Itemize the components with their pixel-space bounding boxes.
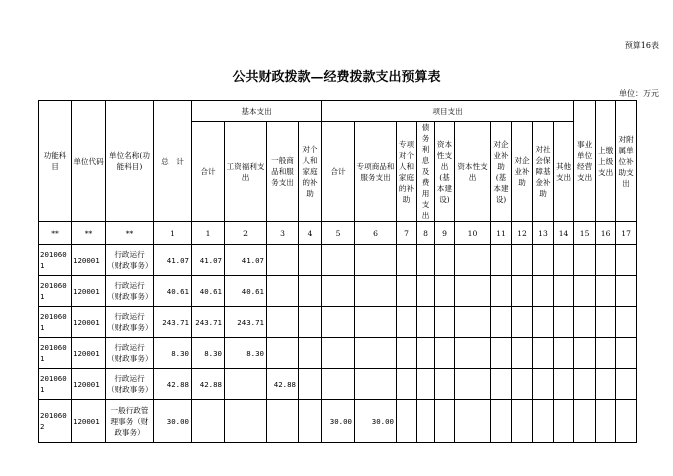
header-individual-subsidy: 对个人和家庭的补助 [299, 122, 322, 222]
empty-cell [455, 276, 491, 307]
basic-total-cell: 41.07 [192, 245, 225, 276]
empty-cell [616, 400, 637, 443]
empty-cell [574, 400, 596, 443]
total-cell: 8.30 [154, 338, 192, 369]
header-total: 总 计 [154, 101, 192, 222]
function-code-cell: 2010601 [39, 276, 72, 307]
empty-cell [512, 400, 533, 443]
empty-cell [554, 245, 574, 276]
empty-cell [299, 276, 322, 307]
wages-cell: 41.07 [225, 245, 267, 276]
empty-cell [533, 307, 554, 338]
basic-total-cell: 8.30 [192, 338, 225, 369]
goods-services-cell [267, 307, 299, 338]
empty-cell [491, 400, 512, 443]
empty-cell [616, 307, 637, 338]
table-row [39, 276, 637, 307]
empty-cell [533, 338, 554, 369]
goods-services-cell [267, 400, 299, 443]
empty-cell [299, 245, 322, 276]
empty-cell [554, 338, 574, 369]
index-cell: 2 [225, 222, 267, 245]
wages-cell: 8.30 [225, 338, 267, 369]
empty-cell [397, 338, 417, 369]
header-wages: 工资福利支出 [225, 122, 267, 222]
function-code-cell: 2010601 [39, 245, 72, 276]
unit-code-cell: 120001 [72, 400, 106, 443]
empty-cell [417, 369, 435, 400]
project-total-cell [322, 276, 355, 307]
goods-services-cell: 42.88 [267, 369, 299, 400]
header-debt-interest: 债务利息及费用支出 [417, 122, 435, 222]
empty-cell [533, 400, 554, 443]
unit-name-cell: 行政运行（财政事务） [106, 245, 154, 276]
header-social-security: 对社会保障基金补助 [533, 122, 554, 222]
empty-cell [397, 400, 417, 443]
header-proj-individual: 专项对个人和家庭的补助 [397, 122, 417, 222]
index-cell: 4 [299, 222, 322, 245]
header-proj-goods: 专项商品和服务支出 [355, 122, 397, 222]
form-number: 预算16表 [624, 41, 659, 50]
empty-cell [417, 338, 435, 369]
empty-cell [455, 307, 491, 338]
index-cell: 8 [417, 222, 435, 245]
index-cell: 17 [616, 222, 637, 245]
empty-cell [435, 276, 455, 307]
empty-cell [397, 276, 417, 307]
empty-cell [554, 307, 574, 338]
total-cell: 41.07 [154, 245, 192, 276]
header-enterprise-infra: 对企业补助(基本建设) [491, 122, 512, 222]
empty-cell [491, 245, 512, 276]
empty-cell [554, 369, 574, 400]
table-row [39, 245, 637, 276]
total-cell: 40.61 [154, 276, 192, 307]
empty-cell [491, 369, 512, 400]
index-cell: 9 [435, 222, 455, 245]
empty-cell [435, 307, 455, 338]
empty-cell [512, 338, 533, 369]
unit-code-cell: 120001 [72, 369, 106, 400]
proj-goods-cell [355, 245, 397, 276]
unit-code-cell: 120001 [72, 338, 106, 369]
basic-total-cell: 42.88 [192, 369, 225, 400]
goods-services-cell [267, 276, 299, 307]
function-code-cell: 2010602 [39, 400, 72, 443]
header-basic-group: 基本支出 [192, 101, 322, 122]
index-row [39, 222, 637, 245]
empty-cell [397, 245, 417, 276]
proj-goods-cell [355, 307, 397, 338]
header-basic-total: 合计 [192, 122, 225, 222]
empty-cell [616, 245, 637, 276]
goods-services-cell [267, 245, 299, 276]
empty-cell [491, 307, 512, 338]
unit-name-cell: 行政运行（财政事务） [106, 307, 154, 338]
header-goods-services: 一般商品和服务支出 [267, 122, 299, 222]
empty-cell [533, 369, 554, 400]
empty-cell [512, 276, 533, 307]
header-enterprise: 对企业补助 [512, 122, 533, 222]
empty-cell [435, 400, 455, 443]
index-cell: 14 [554, 222, 574, 245]
header-func-subject: 功能科目 [39, 101, 72, 222]
index-cell: 7 [397, 222, 417, 245]
empty-cell [596, 338, 616, 369]
proj-goods-cell [355, 276, 397, 307]
header-capital: 资本性支出 [455, 122, 491, 222]
header-unit-code: 单位代码 [72, 101, 106, 222]
index-cell: ** [39, 222, 72, 245]
empty-cell [596, 245, 616, 276]
empty-cell [455, 400, 491, 443]
header-other: 其他支出 [554, 122, 574, 222]
empty-cell [397, 369, 417, 400]
table-row [39, 338, 637, 369]
table-row [39, 369, 637, 400]
proj-goods-cell: 30.00 [355, 400, 397, 443]
empty-cell [596, 276, 616, 307]
index-cell: 6 [355, 222, 397, 245]
total-cell: 243.71 [154, 307, 192, 338]
unit-name-cell: 行政运行（财政事务） [106, 276, 154, 307]
unit-label: 单位：万元 [619, 89, 659, 98]
proj-goods-cell [355, 369, 397, 400]
basic-total-cell: 40.61 [192, 276, 225, 307]
empty-cell [574, 276, 596, 307]
empty-cell [512, 369, 533, 400]
project-total-cell [322, 307, 355, 338]
table-row [39, 307, 637, 338]
index-cell: 10 [455, 222, 491, 245]
index-cell: 1 [192, 222, 225, 245]
function-code-cell: 2010601 [39, 338, 72, 369]
empty-cell [299, 400, 322, 443]
empty-cell [554, 400, 574, 443]
empty-cell [616, 338, 637, 369]
empty-cell [299, 307, 322, 338]
empty-cell [574, 307, 596, 338]
index-cell: ** [106, 222, 154, 245]
empty-cell [299, 338, 322, 369]
table-row [39, 400, 637, 443]
index-cell: 16 [596, 222, 616, 245]
index-cell: ** [72, 222, 106, 245]
empty-cell [574, 338, 596, 369]
budget-table [38, 100, 637, 443]
unit-code-cell: 120001 [72, 307, 106, 338]
unit-code-cell: 120001 [72, 245, 106, 276]
index-cell: 3 [267, 222, 299, 245]
wages-cell: 40.61 [225, 276, 267, 307]
header-capital-infra: 资本性支出(基本建设) [435, 122, 455, 222]
basic-total-cell: 243.71 [192, 307, 225, 338]
empty-cell [533, 245, 554, 276]
empty-cell [455, 369, 491, 400]
empty-cell [574, 369, 596, 400]
wages-cell [225, 400, 267, 443]
header-unit-name: 单位名称(功能科目) [106, 101, 154, 222]
index-cell: 13 [533, 222, 554, 245]
empty-cell [512, 307, 533, 338]
empty-cell [417, 307, 435, 338]
proj-goods-cell [355, 338, 397, 369]
page-title: 公共财政拨款—经费拨款支出预算表 [232, 70, 441, 85]
function-code-cell: 2010601 [39, 307, 72, 338]
empty-cell [491, 276, 512, 307]
empty-cell [435, 369, 455, 400]
goods-services-cell [267, 338, 299, 369]
empty-cell [616, 276, 637, 307]
unit-name-cell: 行政运行（财政事务） [106, 338, 154, 369]
empty-cell [417, 276, 435, 307]
unit-name-cell: 行政运行（财政事务） [106, 369, 154, 400]
empty-cell [616, 369, 637, 400]
total-cell: 42.88 [154, 369, 192, 400]
empty-cell [417, 245, 435, 276]
index-cell: 1 [154, 222, 192, 245]
project-total-cell [322, 338, 355, 369]
empty-cell [596, 400, 616, 443]
empty-cell [554, 276, 574, 307]
project-total-cell [322, 245, 355, 276]
empty-cell [574, 245, 596, 276]
function-code-cell: 2010601 [39, 369, 72, 400]
empty-cell [435, 245, 455, 276]
basic-total-cell [192, 400, 225, 443]
header-project-group: 项目支出 [322, 101, 574, 122]
empty-cell [596, 369, 616, 400]
empty-cell [455, 245, 491, 276]
empty-cell [455, 338, 491, 369]
unit-name-cell: 一般行政管理事务（财政事务） [106, 400, 154, 443]
index-cell: 11 [491, 222, 512, 245]
empty-cell [417, 400, 435, 443]
index-cell: 12 [512, 222, 533, 245]
header-project-total: 合计 [322, 122, 355, 222]
project-total-cell [322, 369, 355, 400]
unit-code-cell: 120001 [72, 276, 106, 307]
header-higher-level: 上缴上级支出 [596, 101, 616, 222]
total-cell: 30.00 [154, 400, 192, 443]
project-total-cell: 30.00 [322, 400, 355, 443]
empty-cell [491, 338, 512, 369]
header-undertaking: 事业单位经营支出 [574, 101, 596, 222]
empty-cell [435, 338, 455, 369]
empty-cell [397, 307, 417, 338]
wages-cell: 243.71 [225, 307, 267, 338]
index-cell: 15 [574, 222, 596, 245]
empty-cell [512, 245, 533, 276]
empty-cell [533, 276, 554, 307]
empty-cell [299, 369, 322, 400]
wages-cell [225, 369, 267, 400]
empty-cell [596, 307, 616, 338]
index-cell: 5 [322, 222, 355, 245]
header-affiliated: 对附属单位补助支出 [616, 101, 637, 222]
